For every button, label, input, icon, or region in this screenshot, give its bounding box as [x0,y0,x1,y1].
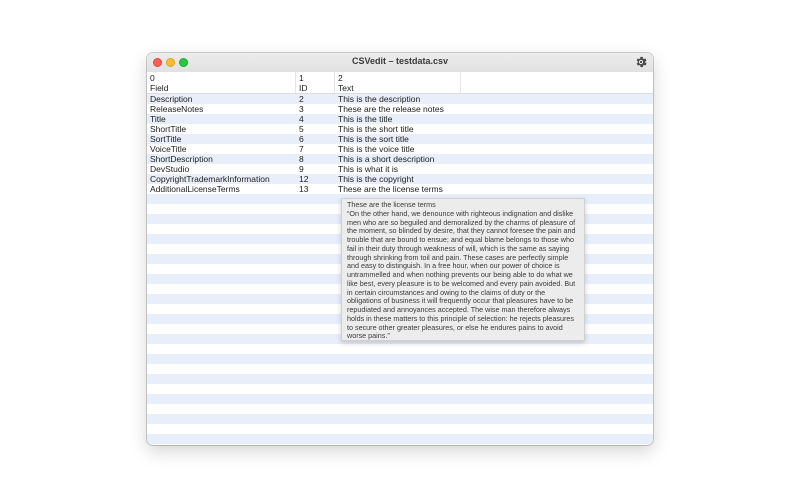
title-bar[interactable] [147,53,653,73]
cell-id[interactable]: 2 [299,94,304,104]
cell-text[interactable]: These are the license terms [338,184,443,194]
table-row[interactable] [147,124,653,134]
table-row[interactable] [147,164,653,174]
cell-text[interactable]: This is the sort title [338,134,409,144]
gear-icon[interactable] [634,55,648,69]
cell-field[interactable]: ShortDescription [150,154,213,164]
table-row[interactable] [147,144,653,154]
table-row[interactable] [147,184,653,194]
cell-field[interactable]: ShortTitle [150,124,187,134]
column-index: 1 [299,73,304,83]
cell-id[interactable]: 5 [299,124,304,134]
column-index: 0 [150,73,155,83]
column-divider[interactable] [334,72,335,93]
table-row[interactable] [147,104,653,114]
cell-text[interactable]: This is the voice title [338,144,415,154]
cell-id[interactable]: 6 [299,134,304,144]
cell-field[interactable]: DevStudio [150,164,190,174]
column-divider[interactable] [460,72,461,93]
cell-text[interactable]: These are the release notes [338,104,444,114]
cell-id[interactable]: 4 [299,114,304,124]
cell-text[interactable]: This is the short title [338,124,414,134]
row-stripe [147,394,653,404]
row-stripe [147,374,653,384]
cell-id[interactable]: 9 [299,164,304,174]
table-row[interactable] [147,114,653,124]
cell-field[interactable]: AdditionalLicenseTerms [150,184,240,194]
column-name: Text [338,83,354,93]
cell-id[interactable]: 8 [299,154,304,164]
cell-text[interactable]: This is the description [338,94,421,104]
cell-text[interactable]: This is a short description [338,154,435,164]
text-tooltip [341,198,585,341]
cell-id[interactable]: 3 [299,104,304,114]
cell-field[interactable]: Description [150,94,193,104]
window-title: CSVedit – testdata.csv [351,56,449,66]
column-header-text[interactable] [338,72,458,94]
column-header-id[interactable] [299,72,329,94]
table-row[interactable] [147,174,653,184]
table-row[interactable] [147,94,653,104]
column-name: Field [150,83,169,93]
table-header [147,72,653,94]
cell-field[interactable]: ReleaseNotes [150,104,204,114]
tooltip-title: These are the license terms [347,200,436,209]
table-row[interactable] [147,134,653,144]
column-divider[interactable] [295,72,296,93]
cell-field[interactable]: VoiceTitle [150,144,187,154]
row-stripe [147,354,653,364]
table-row[interactable] [147,154,653,164]
cell-field[interactable]: SortTitle [150,134,182,144]
row-stripe [147,414,653,424]
cell-text[interactable]: This is what it is [338,164,398,174]
tooltip-body: “On the other hand, we denounce with righteous indignation and dislike men who are so beguiled and demoralized by the charms of pleasure of the moment, so blinded by desire, that they cannot foresee the pain and trouble that are bound to ensue; and equal blame belongs to those who fail in their duty through weakness of will, which is the same as saying through shrinking from toil and pain. These cases are perfectly simple and easy to distinguish. In a free hour, when our power of choice is untrammelled and when nothing prevents our being able to do what we like best, every pleasure is to be welcomed and every pain avoided. But in certain circumstances and owing to the claims of duty or the obligations of business it will frequently occur that pleasures have to be repudiated and annoyances accepted. The wise man therefore always holds in these matters to this principle of selection: he rejects pleasures to secure other greater pleasures, or else he endures pains to avoid worse pains.” [347,208,576,341]
row-stripe [147,434,653,444]
column-header-field[interactable] [150,72,290,94]
cell-field[interactable]: CopyrightTrademarkInformation [150,174,270,184]
cell-id[interactable]: 12 [299,174,309,184]
cell-id[interactable]: 7 [299,144,304,154]
cell-field[interactable]: Title [150,114,166,124]
cell-text[interactable]: This is the title [338,114,393,124]
cell-id[interactable]: 13 [299,184,309,194]
column-name: ID [299,83,308,93]
column-index: 2 [338,73,343,83]
cell-text[interactable]: This is the copyright [338,174,414,184]
